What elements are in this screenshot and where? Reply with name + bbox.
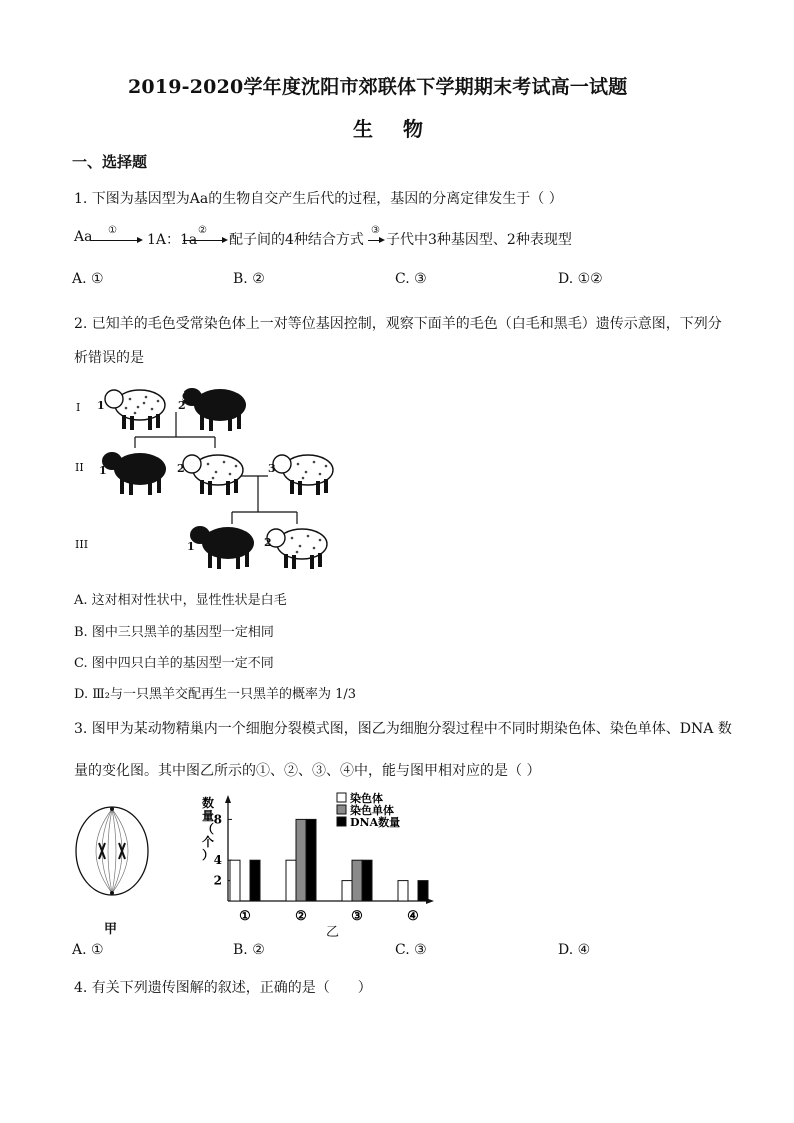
legend-swatch: [337, 805, 346, 814]
q1-option-c[interactable]: C. ③: [395, 271, 427, 287]
bar-染色单体-2: [296, 819, 306, 901]
legend-label: 染色体: [350, 792, 383, 805]
q1-arrowhead-2: [222, 237, 228, 243]
q3-option-c[interactable]: C. ③: [395, 942, 427, 958]
bar-染色单体-3: [352, 860, 362, 901]
q1-flow-start: Aa: [74, 229, 93, 245]
q1-arrow-1: [91, 240, 138, 241]
sheep-ii2-number: 2: [177, 462, 185, 475]
sheep-ii3-white-icon: [268, 446, 336, 498]
generation-label-ii: II: [75, 461, 84, 474]
legend-label: DNA数量: [350, 816, 401, 829]
q1-arrowhead-1: [137, 237, 143, 243]
sheep-iii1-black-icon: [186, 518, 256, 572]
y-tick-label: 2: [213, 873, 222, 888]
legend-label: 染色单体: [350, 804, 394, 817]
x-tick-label: ③: [351, 909, 363, 924]
q2-option-c[interactable]: C. 图中四只白羊的基因型一定不同: [74, 656, 274, 671]
sheep-i1-number: 1: [97, 399, 105, 412]
generation-label-iii: III: [75, 538, 89, 551]
generation-label-i: I: [76, 401, 81, 414]
sheep-ii2-white-icon: [178, 446, 246, 498]
q1-option-a[interactable]: A. ①: [72, 271, 104, 287]
bar-染色体-3: [342, 881, 352, 901]
q1-step2-label: ②: [198, 225, 207, 236]
sheep-iii2-number: 2: [264, 536, 272, 549]
q2-option-d[interactable]: D. Ⅲ₂与一只黑羊交配再生一只黑羊的概率为 1/3: [74, 687, 357, 702]
q3-option-b[interactable]: B. ②: [233, 942, 265, 958]
bar-染色体-1: [230, 860, 240, 901]
sheep-i1-white-icon: [100, 381, 168, 433]
sheep-ii1-number: 1: [99, 464, 107, 477]
y-tick-label: 4: [213, 853, 222, 868]
exam-title: 2019-2020学年度沈阳市郊联体下学期期末考试高一试题: [128, 76, 628, 98]
x-tick-label: ④: [407, 909, 419, 924]
bar-DNA数量-4: [418, 881, 428, 901]
bar-DNA数量-1: [250, 860, 260, 901]
q1-arrow-2: [183, 240, 223, 241]
bar-DNA数量-2: [306, 819, 316, 901]
bar-染色体-4: [398, 881, 408, 901]
q4-stem: 4. 有关下列遗传图解的叙述，正确的是（ ）: [74, 980, 372, 996]
q1-arrowhead-3: [379, 237, 385, 243]
q1-stem: 1. 下图为基因型为Aa的生物自交产生后代的过程，基因的分离定律发生于（ ）: [74, 191, 563, 207]
cell-division-diagram: [70, 803, 154, 903]
y-axis-label: 数量（个）: [202, 796, 215, 862]
figure-a-label: 甲: [104, 922, 118, 937]
legend-swatch: [337, 793, 346, 802]
q2-option-b[interactable]: B. 图中三只黑羊的基因型一定相同: [74, 625, 274, 640]
q1-option-b[interactable]: B. ②: [233, 271, 265, 287]
sheep-ii3-number: 3: [268, 462, 276, 475]
y-tick-label: 8: [213, 812, 222, 827]
q1-flow-result: 子代中3种基因型、2种表现型: [386, 232, 572, 248]
q2-stem-line1: 2. 已知羊的毛色受常染色体上一对等位基因控制，观察下面羊的毛色（白毛和黑毛）遗传示意图，下列分: [74, 316, 722, 332]
sheep-i2-black-icon: [178, 380, 248, 434]
q1-step1-label: ①: [108, 225, 117, 236]
q3-option-d[interactable]: D. ④: [558, 942, 591, 958]
q1-option-d[interactable]: D. ①②: [558, 271, 603, 287]
sheep-i2-number: 2: [178, 399, 186, 412]
q2-stem-line2: 析错误的是: [74, 350, 144, 366]
sheep-iii1-number: 1: [187, 540, 195, 553]
subject-title: 生物: [353, 117, 453, 141]
figure-b-label: 乙: [326, 925, 340, 940]
legend-swatch: [337, 817, 346, 826]
sheep-ii1-black-icon: [98, 444, 168, 498]
bar-染色体-2: [286, 860, 296, 901]
section-heading: 一、选择题: [72, 153, 148, 171]
bar-chart: [190, 785, 440, 935]
q3-stem-line1: 3. 图甲为某动物精巢内一个细胞分裂模式图，图乙为细胞分裂过程中不同时期染色体、染色单体、DNA 数: [74, 721, 732, 737]
q3-stem-line2: 量的变化图。其中图乙所示的①、②、③、④中，能与图甲相对应的是（ ）: [74, 763, 541, 779]
sheep-iii2-white-icon: [262, 520, 330, 572]
x-tick-label: ①: [239, 909, 251, 924]
q1-step3-label: ③: [371, 225, 380, 236]
q3-option-a[interactable]: A. ①: [72, 942, 104, 958]
q1-flow-combo: 配子间的4种结合方式: [229, 232, 364, 248]
x-tick-label: ②: [295, 909, 307, 924]
bar-DNA数量-3: [362, 860, 372, 901]
q1-flow-gametes: 1A：1a: [147, 232, 198, 248]
q2-option-a[interactable]: A. 这对相对性状中，显性性状是白毛: [74, 593, 287, 608]
